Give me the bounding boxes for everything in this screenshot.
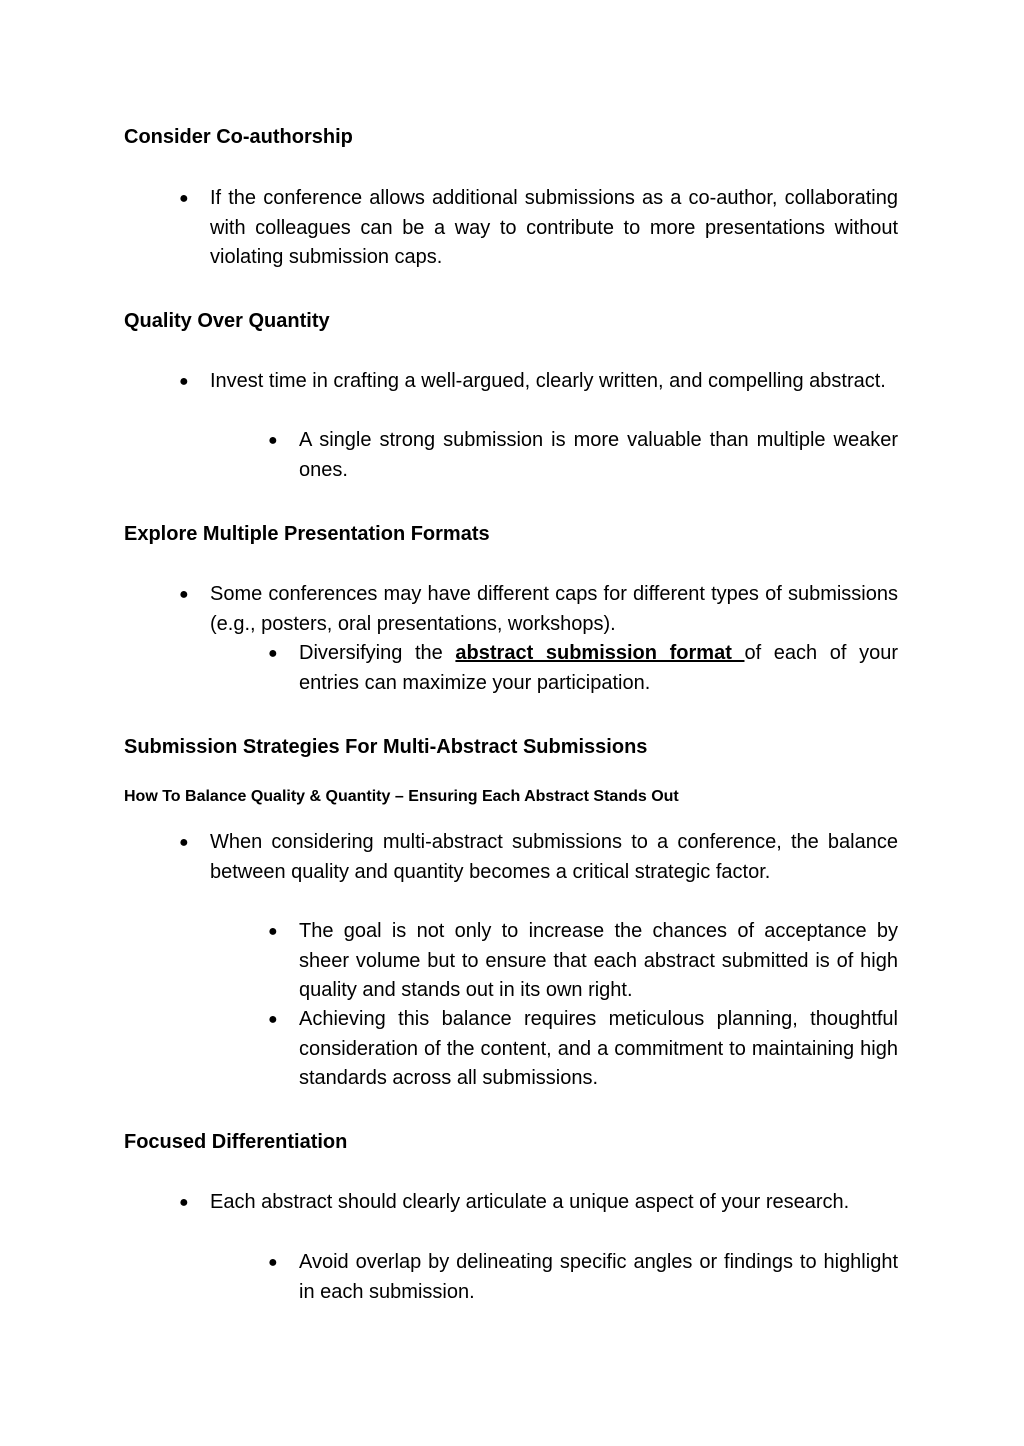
subbullet-strategies-goal (268, 917, 898, 1006)
subbullet-quality (268, 426, 898, 485)
subbullet-formats (268, 639, 898, 698)
abstract-submission-format-link[interactable]: abstract submission format (455, 642, 745, 664)
subheading-balance-quality: How To Balance Quality & Quantity – Ensuring Each Abstract Stands Out (124, 788, 679, 805)
heading-focused-differentiation: Focused Differentiation (124, 1131, 348, 1153)
bullet-text-post: of each of your entries can maximize your participation. (299, 642, 898, 694)
bullet-text: Each abstract should clearly articulate a unique aspect of your research. (210, 1191, 850, 1213)
bullet-text: Achieving this balance requires meticulous planning, thoughtful consideration of the content, and a commitment to maintaining high standards across all submissions. (299, 1008, 898, 1089)
heading-submission-strategies: Submission Strategies For Multi-Abstract Submissions (124, 736, 648, 758)
bullet-formats (179, 580, 898, 639)
bullet-text: Avoid overlap by delineating specific angles or findings to highlight in each submission. (299, 1251, 898, 1303)
bullet-icon: ● (268, 645, 278, 662)
bullet-icon: ● (179, 1194, 189, 1211)
heading-consider-coauthorship: Consider Co-authorship (124, 126, 353, 148)
bullet-text: A single strong submission is more valuable than multiple weaker ones. (299, 429, 898, 481)
bullet-text: The goal is not only to increase the chances of acceptance by sheer volume but to ensure that each abstract submitted is of high quality and stands out in its own right. (299, 920, 898, 1001)
bullet-text-pre: Diversifying the (299, 642, 456, 664)
heading-quality-over-quantity: Quality Over Quantity (124, 310, 330, 332)
bullet-icon: ● (179, 586, 189, 603)
bullet-icon: ● (268, 1011, 278, 1028)
bullet-text: When considering multi-abstract submissions to a conference, the balance between quality and quantity becomes a critical strategic factor. (210, 831, 898, 883)
bullet-text: If the conference allows additional submissions as a co-author, collaborating with colleagues can be a way to contribute to more presentations without violating submission caps. (210, 187, 898, 268)
heading-explore-formats: Explore Multiple Presentation Formats (124, 523, 490, 545)
subbullet-strategies-balance (268, 1005, 898, 1094)
bullet-strategies (179, 828, 898, 887)
bullet-icon: ● (179, 190, 189, 207)
bullet-coauthor (179, 184, 898, 273)
bullet-icon: ● (179, 373, 189, 390)
bullet-icon: ● (268, 923, 278, 940)
bullet-text: Invest time in crafting a well-argued, clearly written, and compelling abstract. (210, 370, 886, 392)
bullet-icon: ● (179, 834, 189, 851)
bullet-differentiation (179, 1188, 898, 1218)
bullet-icon: ● (268, 432, 278, 449)
bullet-text: Some conferences may have different caps for different types of submissions (e.g., posters, oral presentations, workshops). (210, 583, 898, 635)
subbullet-differentiation (268, 1248, 898, 1307)
bullet-quality (179, 367, 898, 397)
bullet-icon: ● (268, 1254, 278, 1271)
